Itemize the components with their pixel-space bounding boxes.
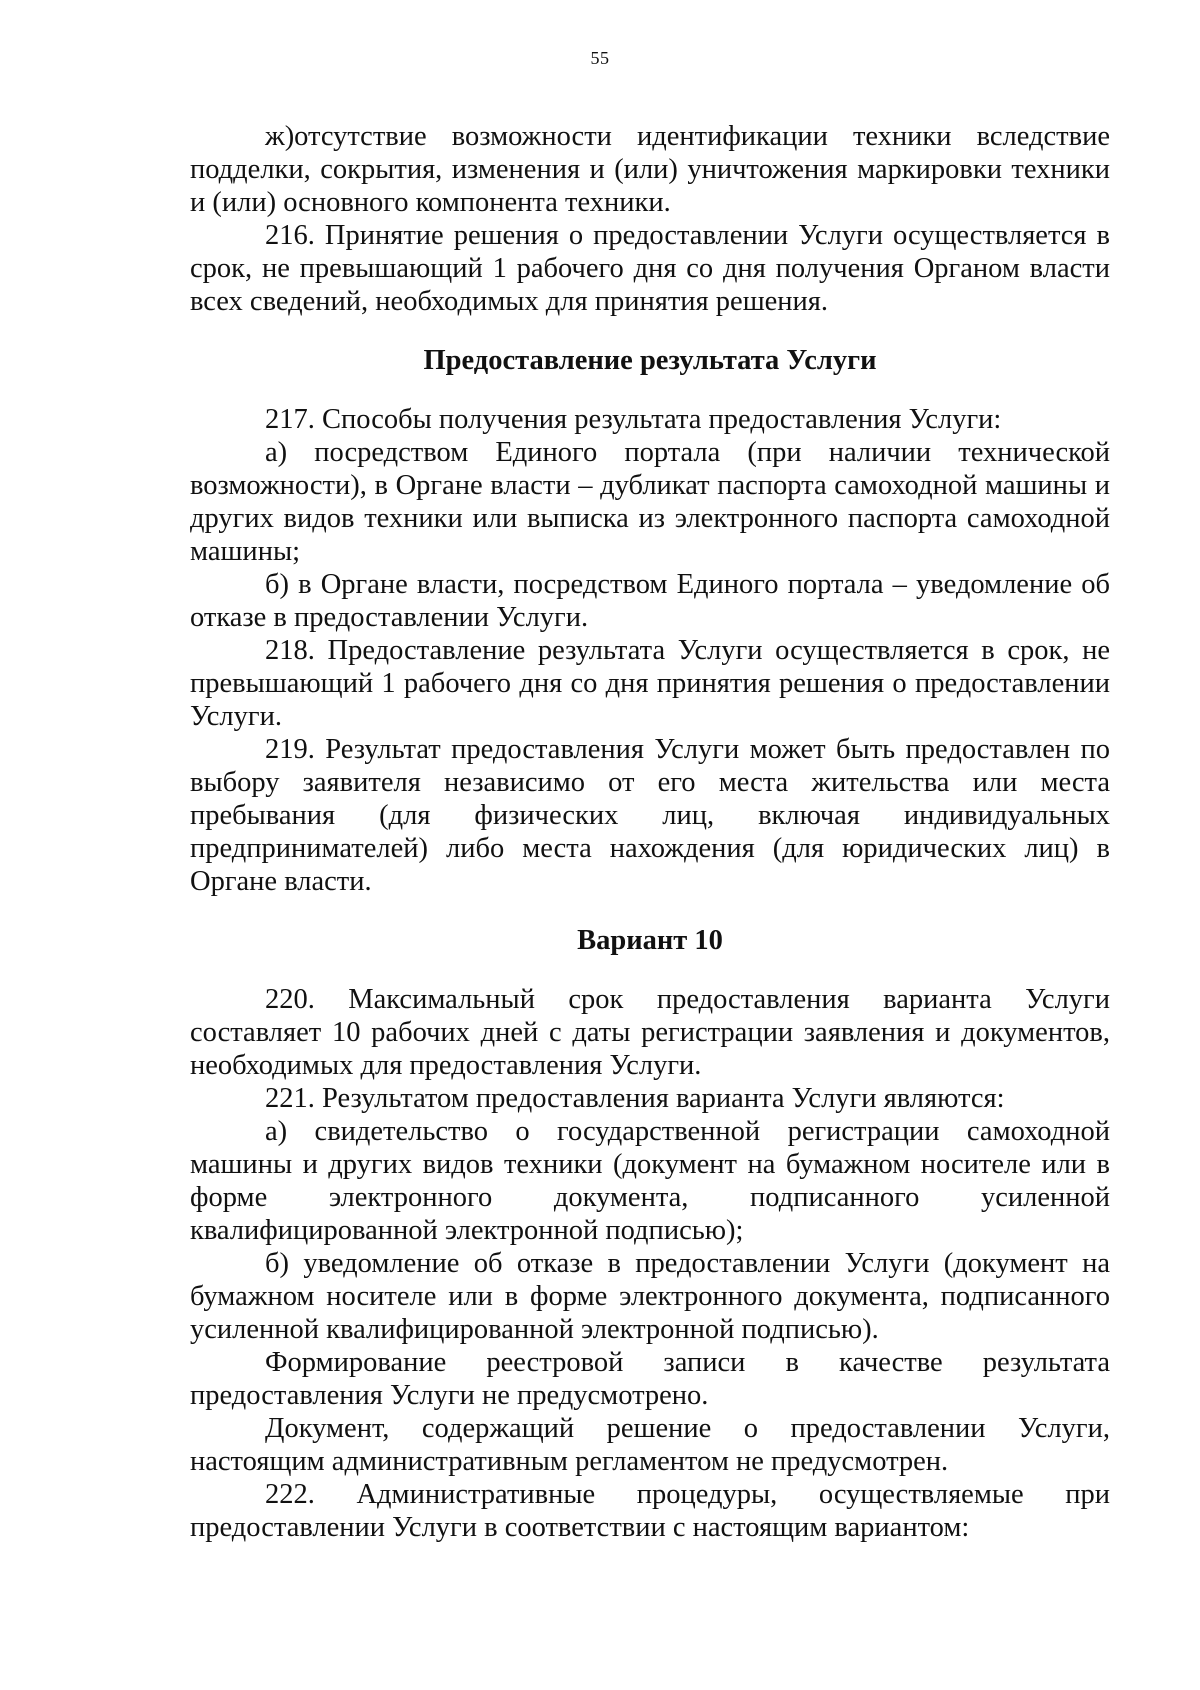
paragraph-218: 218. Предоставление результата Услуги осуществляется в срок, не превышающий 1 рабочего дня со дня принятия решения о предоставлении Услуги. (190, 635, 1110, 732)
paragraph-221-a: а) свидетельство о государственной регистрации самоходной машины и других видов техники (документ на бумажном носителе или в форме электронного документа, подписанного усиленной квалифицированной электронной подписью); (190, 1116, 1110, 1246)
section-heading-variant-10: Вариант 10 (577, 925, 723, 956)
page-number: 55 (590, 48, 610, 68)
paragraph-221-b: б) уведомление об отказе в предоставлении Услуги (документ на бумажном носителе или в форме электронного документа, подписанного усиленной квалифицированной электронной подписью). (190, 1248, 1110, 1345)
paragraph-221: 221. Результатом предоставления варианта Услуги являются: (265, 1083, 1005, 1114)
paragraph-217-b: б) в Органе власти, посредством Единого портала – уведомление об отказе в предоставлении Услуги. (190, 569, 1110, 633)
paragraph-220: 220. Максимальный срок предоставления варианта Услуги составляет 10 рабочих дней с даты регистрации заявления и документов, необходимых для предоставления Услуги. (190, 984, 1110, 1081)
section-heading-result: Предоставление результата Услуги (423, 345, 877, 376)
paragraph-217-a: а) посредством Единого портала (при наличии технической возможности), в Органе власти – дубликат паспорта самоходной машины и других видов техники или выписка из электронного паспорта самоходной машины; (190, 437, 1110, 567)
paragraph-decision-document: Документ, содержащий решение о предоставлении Услуги, настоящим административным регламентом не предусмотрен. (190, 1413, 1110, 1477)
paragraph-216: 216. Принятие решения о предоставлении Услуги осуществляется в срок, не превышающий 1 рабочего дня со дня получения Органом власти всех сведений, необходимых для принятия решения. (190, 220, 1110, 317)
paragraph-registry-record: Формирование реестровой записи в качестве результата предоставления Услуги не предусмотрено. (190, 1347, 1110, 1411)
paragraph-222: 222. Административные процедуры, осуществляемые при предоставлении Услуги в соответствии с настоящим вариантом: (190, 1479, 1110, 1543)
paragraph-217: 217. Способы получения результата предоставления Услуги: (265, 404, 1002, 435)
paragraph-zh: ж)отсутствие возможности идентификации техники вследствие подделки, сокрытия, изменения и (или) уничтожения маркировки техники и (или) основного компонента техники. (190, 121, 1110, 218)
paragraph-219: 219. Результат предоставления Услуги может быть предоставлен по выбору заявителя независимо от его места жительства или места пребывания (для физических лиц, включая индивидуальных предпринимателей) либо места нахождения (для юридических лиц) в Органе власти. (190, 734, 1110, 897)
document-body (190, 120, 1110, 1544)
